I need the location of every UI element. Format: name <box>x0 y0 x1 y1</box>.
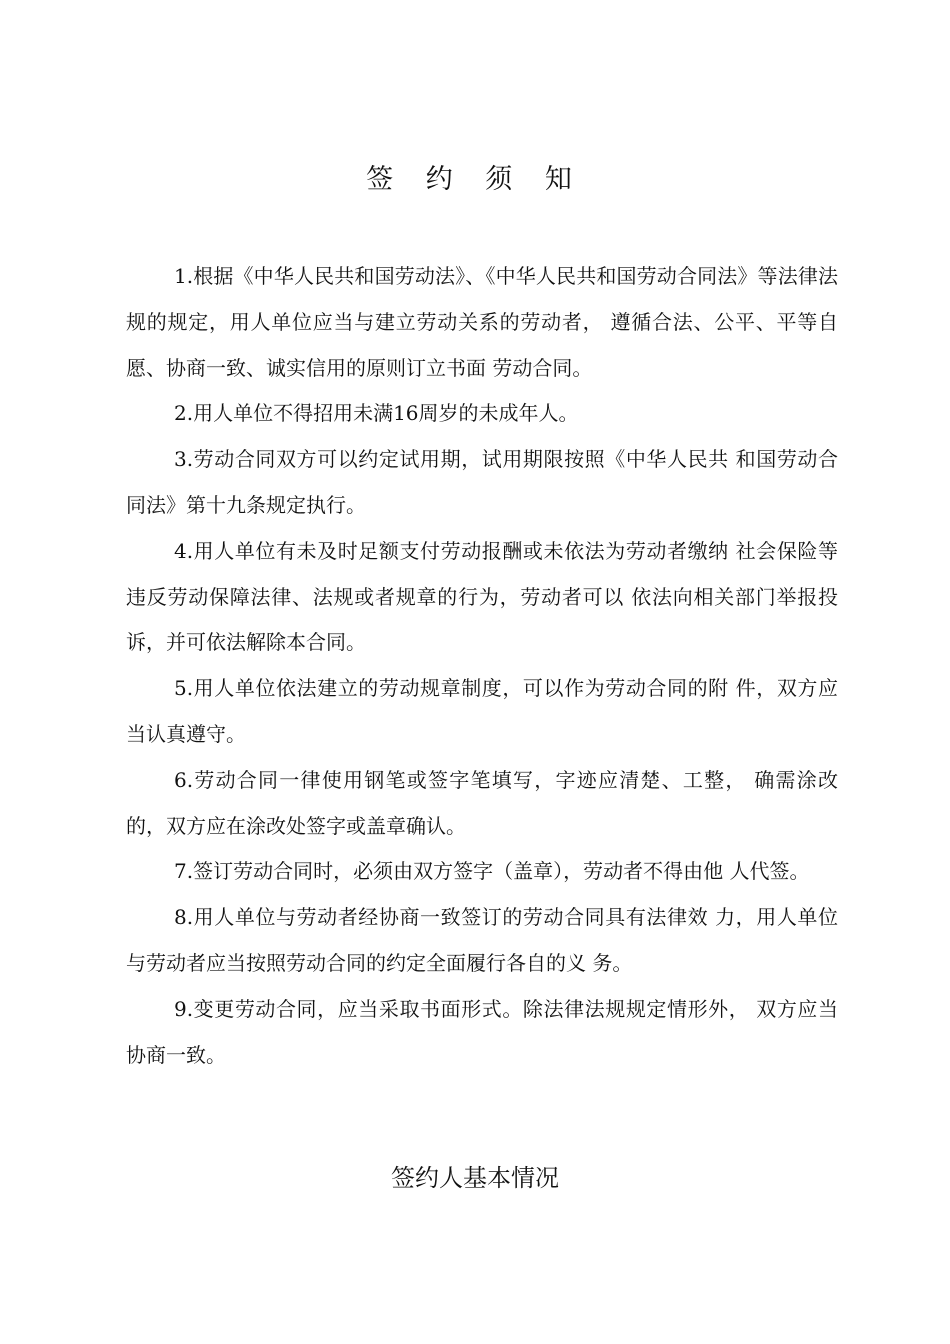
page-title: 签 约 须 知 <box>366 164 584 195</box>
notice-paragraph-7: 7.签订劳动合同时，必须由双方签字（盖章），劳动者不得由他 人代签。 <box>174 859 810 884</box>
notice-paragraph-3: 3.劳动合同双方可以约定试用期，试用期限按照《中华人民共 和国劳动合同法》第十九条规定执行。 <box>126 447 838 517</box>
notice-body <box>126 254 838 1078</box>
notice-paragraph-8: 8.用人单位与劳动者经协商一致签订的劳动合同具有法律效 力，用人单位与劳动者应当按照劳动合同的约定全面履行各自的义 务。 <box>126 905 838 975</box>
notice-paragraph-6: 6.劳动合同一律使用钢笔或签字笔填写，字迹应清楚、工整， 确需涂改的，双方应在涂改处签字或盖章确认。 <box>126 767 838 838</box>
notice-paragraph-1: 1.根据《中华人民共和国劳动法》、《中华人民共和国劳动合同法》等法律法规的规定，用人单位应当与建立劳动关系的劳动者， 遵循合法、公平、平等自愿、协商一致、诚实信用的原则订立书面 劳动合同。 <box>126 264 838 380</box>
notice-paragraph-5: 5.用人单位依法建立的劳动规章制度，可以作为劳动合同的附 件，双方应当认真遵守。 <box>126 676 838 746</box>
notice-paragraph-4: 4.用人单位有未及时足额支付劳动报酬或未依法为劳动者缴纳 社会保险等违反劳动保障法律、法规或者规章的行为，劳动者可以 依法向相关部门举报投诉，并可依法解除本合同。 <box>126 538 838 655</box>
notice-paragraph-9: 9.变更劳动合同，应当采取书面形式。除法律法规规定情形外， 双方应当协商一致。 <box>126 996 838 1067</box>
section-title: 签约人基本情况 <box>391 1164 559 1192</box>
notice-paragraph-2: 2.用人单位不得招用未满16周岁的未成年人。 <box>174 401 579 426</box>
